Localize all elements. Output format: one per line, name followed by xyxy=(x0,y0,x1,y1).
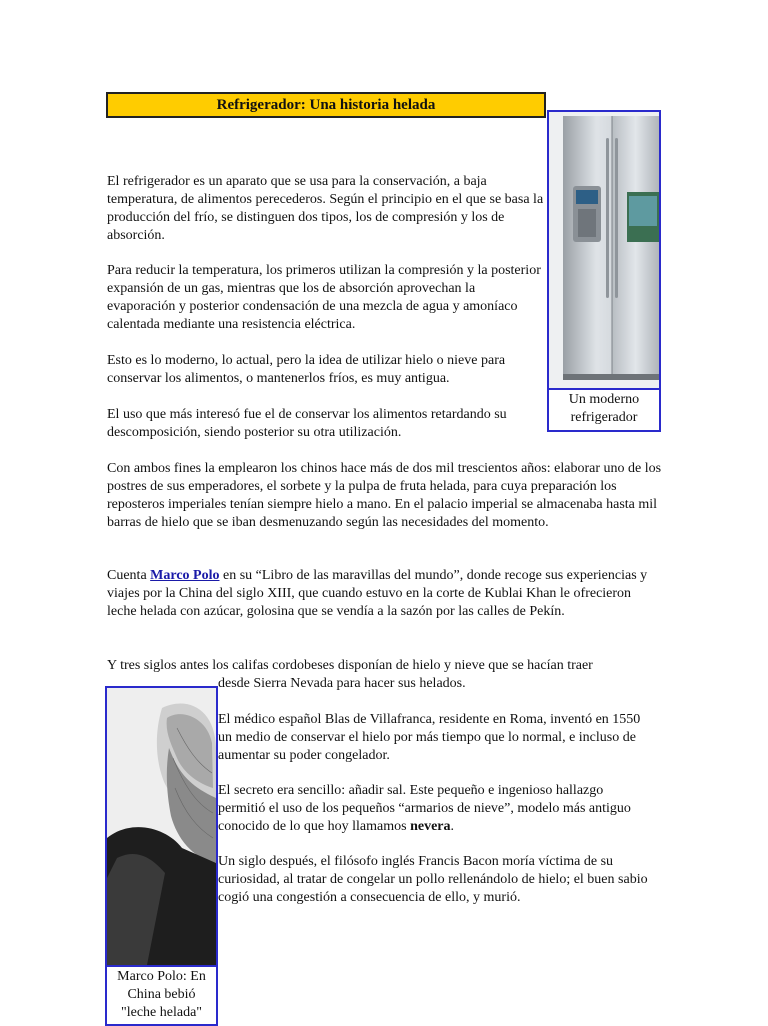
marco-polo-figure xyxy=(105,686,218,1026)
marco-polo-portrait xyxy=(107,688,216,965)
marco-polo-post: en su “Libro de las maravillas del mundo”, donde recoge sus experiencias y viajes por la China del siglo XIII, que cuando estuvo en la corte de Kublai Khan le ofrecieron leche helada con azúcar, golosina que se vendía a la sazón por las calles de Pekín. xyxy=(107,568,648,619)
fridge-figure xyxy=(547,110,661,432)
page-title: Refrigerador: Una historia helada xyxy=(106,92,546,118)
paragraph-marco-polo xyxy=(107,567,657,621)
marco-polo-pre: Cuenta xyxy=(107,568,151,583)
marco-polo-link[interactable]: Marco Polo xyxy=(150,568,220,583)
secret-pre: El secreto era sencillo: añadir sal. Este pequeño e ingenioso hallazgo permitió el uso de los pequeños “armarios de nieve”, modelo más antiguo conocido de lo que hoy llamamos xyxy=(218,783,631,834)
fridge-image xyxy=(549,112,659,388)
paragraph-califas-line1: Y tres siglos antes los califas cordobeses disponían de hielo y nieve que se hacían traer xyxy=(107,658,593,673)
secret-post: . xyxy=(450,819,455,834)
paragraph-villafranca: El médico español Blas de Villafranca, residente en Roma, inventó en 1550 un medio de conservar el hielo por más tiempo que lo normal, e incluso de aumentar su poder congelador. xyxy=(218,712,641,763)
paragraph-califas-line2: desde Sierra Nevada para hacer sus helados. xyxy=(218,676,466,691)
paragraph-how-it-works: Para reducir la temperatura, los primeros utilizan la compresión y la posterior expansión de un gas, mientras que los de absorción aprovechan la evaporación y posterior condensación de una mezcla de agua y amoníaco calentada mediante una resistencia eléctrica. xyxy=(107,263,541,332)
paragraph-ancient-idea: Esto es lo moderno, lo actual, pero la idea de utilizar hielo o nieve para conservar los alimentos, o mantenerlos fríos, es muy antigua. xyxy=(107,353,506,386)
paragraph-definition: El refrigerador es un aparato que se usa para la conservación, a baja temperatura, de alimentos perecederos. Según el principio en el que se basa la producción del frío, se distinguen dos tipos, los de compresión y los de absorción. xyxy=(107,174,544,243)
marco-polo-caption: Marco Polo: En China bebió "leche helada" xyxy=(107,965,216,1023)
paragraph-uses: El uso que más interesó fue el de conservar los alimentos retardando su descomposición, siendo posterior su otra utilización. xyxy=(107,407,507,440)
paragraph-bacon: Un siglo después, el filósofo inglés Francis Bacon moría víctima de su curiosidad, al tratar de congelar un pollo rellenándolo de hielo; el buen sabio cogió una congestión a consecuencia de ello, y murió. xyxy=(218,854,648,905)
paragraph-chinese: Con ambos fines la emplearon los chinos hace más de dos mil trescientos años: elaborar uno de los postres de sus emperadores, el sorbete y la pulpa de fruta helada, para cuya preparación los reposteros imperiales tenían siempre hielo a mano. En el palacio imperial se almacenaba hasta mil barras de hielo que se iban desmenuzando según las necesidades del momento. xyxy=(107,461,662,530)
paragraph-secret xyxy=(218,782,636,836)
nevera-term: nevera xyxy=(410,819,451,834)
fridge-caption: Un moderno refrigerador xyxy=(549,388,659,428)
